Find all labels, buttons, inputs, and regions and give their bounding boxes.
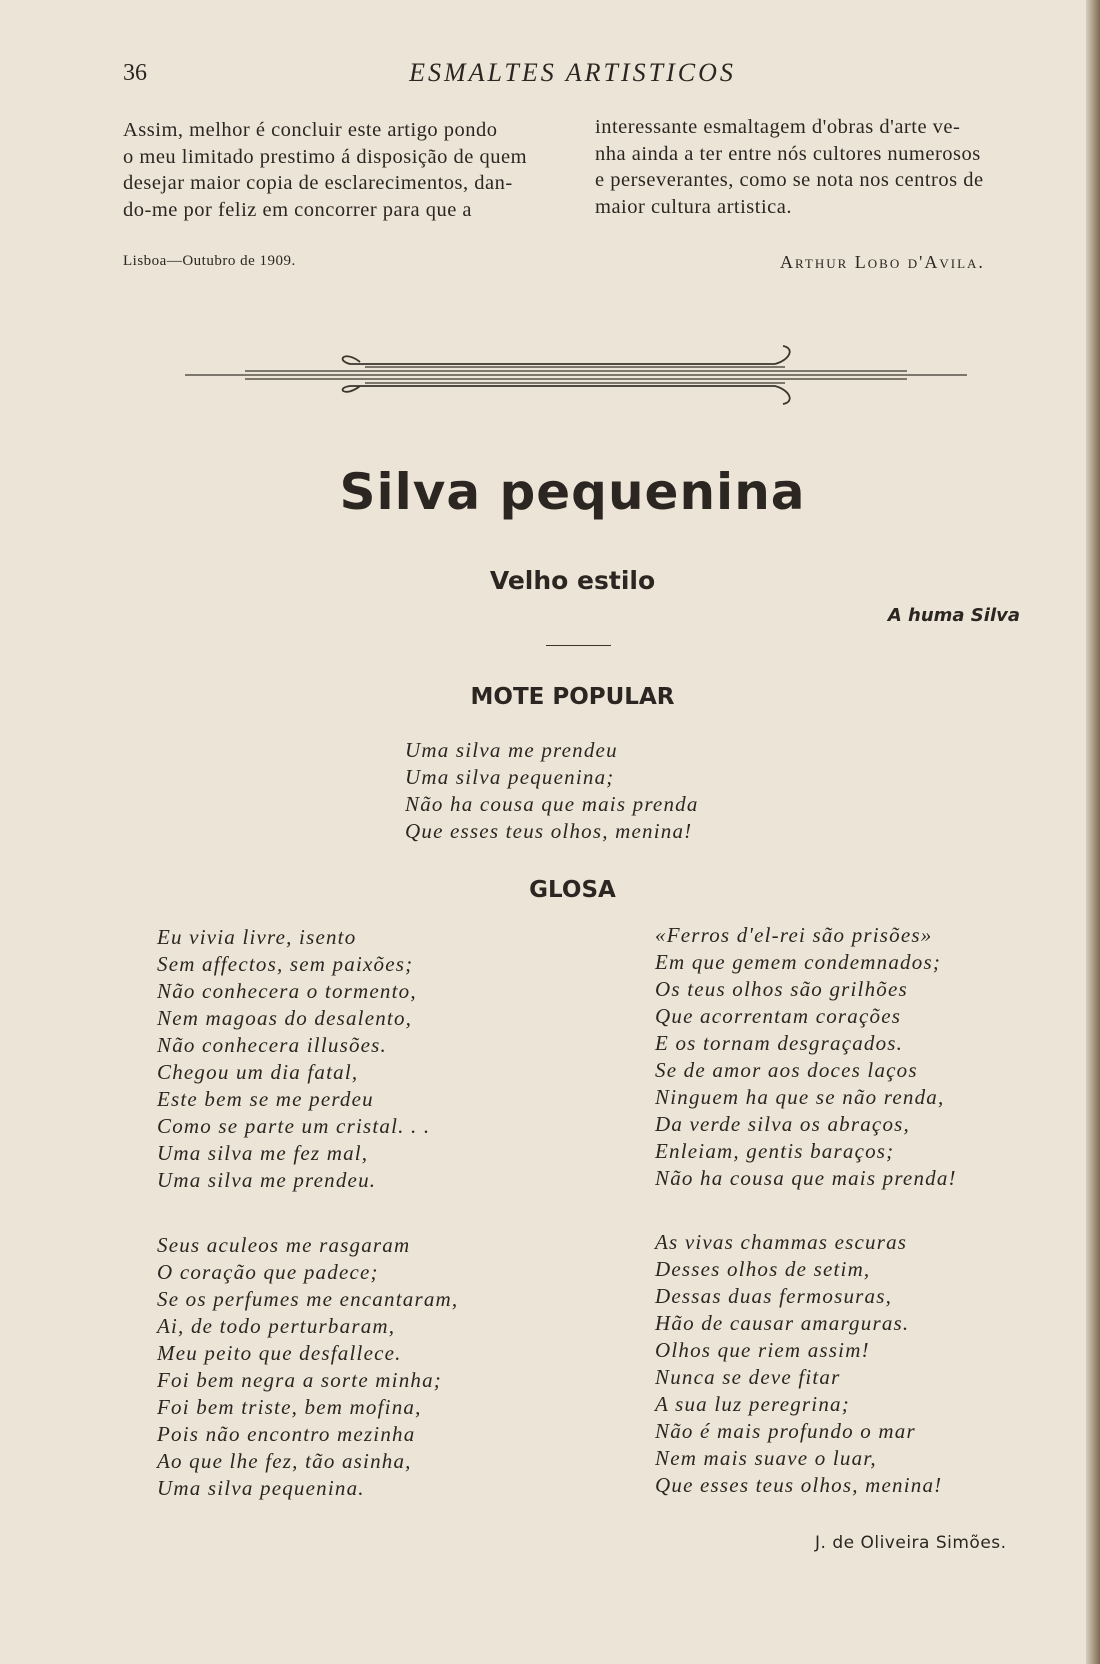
text-line: nha ainda a ter entre nós cultores numerosos bbox=[595, 142, 981, 165]
verse-line: Sem affectos, sem paixões; bbox=[157, 952, 414, 976]
verse-line: Se de amor aos doces laços bbox=[655, 1058, 918, 1082]
verse-line: Que esses teus olhos, menina! bbox=[655, 1473, 943, 1497]
verse-line: Dessas duas fermosuras, bbox=[655, 1284, 893, 1308]
verse-line: Da verde silva os abraços, bbox=[655, 1112, 910, 1136]
verse-line: Nem magoas do desalento, bbox=[157, 1006, 413, 1030]
verse-line: Que acorrentam corações bbox=[655, 1004, 902, 1028]
verse-line: Não conhecera illusões. bbox=[157, 1033, 387, 1057]
glosa-stanza-1 bbox=[157, 924, 430, 1194]
glosa-stanza-3 bbox=[157, 1232, 458, 1502]
verse-line: Ai, de todo perturbaram, bbox=[157, 1314, 396, 1338]
text-line: Assim, melhor é concluir este artigo pondo bbox=[123, 119, 498, 141]
verse-line: Os teus olhos são grilhões bbox=[655, 977, 908, 1001]
text-line: desejar maior copia de esclarecimentos, dan- bbox=[123, 172, 513, 194]
verse-line: Que esses teus olhos, menina! bbox=[405, 819, 693, 843]
poem-title: Silva pequenina bbox=[339, 463, 806, 521]
verse-line: Uma silva me fez mal, bbox=[157, 1141, 369, 1165]
verse-line: Não é mais profundo o mar bbox=[655, 1419, 916, 1443]
verse-line: Como se parte um cristal. . . bbox=[157, 1114, 431, 1138]
glosa-heading: GLOSA bbox=[529, 877, 616, 903]
poem-signature: J. de Oliveira Simões. bbox=[815, 1533, 1007, 1553]
verse-line: Uma silva pequenina; bbox=[405, 765, 615, 789]
text-line: maior cultura artistica. bbox=[595, 195, 792, 218]
verse-line: Meu peito que desfallece. bbox=[157, 1341, 402, 1365]
page-edge-shadow bbox=[1086, 0, 1100, 1664]
verse-line: Se os perfumes me encantaram, bbox=[157, 1287, 459, 1311]
text-line: do-me por feliz em concorrer para que a bbox=[123, 198, 473, 221]
article-end-left-column bbox=[123, 117, 553, 223]
article-author: Arthur Lobo d'Avila. bbox=[780, 252, 985, 272]
verse-line: Este bem se me perdeu bbox=[157, 1087, 374, 1111]
verse-line: O coração que padece; bbox=[157, 1260, 379, 1284]
text-line: o meu limitado prestimo á disposição de quem bbox=[123, 145, 528, 168]
article-end-right-column bbox=[595, 114, 1055, 220]
verse-line: Chegou um dia fatal, bbox=[157, 1060, 359, 1084]
verse-line: Ao que lhe fez, tão asinha, bbox=[157, 1449, 412, 1473]
page-number: 36 bbox=[123, 60, 147, 86]
verse-line: Enleiam, gentis baraços; bbox=[655, 1139, 895, 1163]
verse-line: As vivas chammas escuras bbox=[655, 1230, 908, 1254]
verse-line: Em que gemem condemnados; bbox=[655, 950, 942, 974]
poem-dedication: A huma Silva bbox=[887, 605, 1020, 626]
verse-line: Pois não encontro mezinha bbox=[157, 1422, 416, 1446]
verse-line: Não conhecera o tormento, bbox=[157, 979, 417, 1003]
verse-line: Uma silva pequenina. bbox=[157, 1476, 365, 1500]
poem-subtitle: Velho estilo bbox=[489, 566, 656, 595]
verse-line: «Ferros d'el-rei são prisões» bbox=[655, 923, 933, 947]
ornamental-divider bbox=[185, 340, 967, 410]
mote-heading: MOTE POPULAR bbox=[470, 684, 675, 710]
short-rule bbox=[546, 645, 611, 646]
verse-line: Ninguem ha que se não renda, bbox=[655, 1085, 945, 1109]
verse-line: Seus aculeos me rasgaram bbox=[157, 1233, 411, 1257]
verse-line: E os tornam desgraçados. bbox=[655, 1031, 904, 1055]
glosa-stanza-4 bbox=[655, 1229, 942, 1499]
verse-line: Eu vivia livre, isento bbox=[157, 925, 357, 949]
verse-line: A sua luz peregrina; bbox=[655, 1392, 850, 1416]
verse-line: Foi bem triste, bem mofina, bbox=[157, 1395, 422, 1419]
verse-line: Hão de causar amarguras. bbox=[655, 1311, 910, 1335]
journal-title: ESMALTES ARTISTICOS bbox=[409, 58, 736, 87]
verse-line: Nunca se deve fitar bbox=[655, 1365, 841, 1389]
glosa-stanza-2 bbox=[655, 922, 957, 1192]
verse-line: Uma silva me prendeu. bbox=[157, 1168, 377, 1192]
verse-line: Desses olhos de setim, bbox=[655, 1257, 871, 1281]
verse-line: Uma silva me prendeu bbox=[405, 738, 618, 762]
verse-line: Nem mais suave o luar, bbox=[655, 1446, 877, 1470]
mote-stanza bbox=[405, 737, 699, 845]
text-line: interessante esmaltagem d'obras d'arte ve- bbox=[595, 116, 961, 138]
verse-line: Não ha cousa que mais prenda! bbox=[655, 1166, 957, 1190]
text-line: e perseverantes, como se nota nos centros de bbox=[595, 169, 984, 191]
place-date: Lisboa—Outubro de 1909. bbox=[123, 253, 296, 269]
verse-line: Foi bem negra a sorte minha; bbox=[157, 1368, 442, 1392]
verse-line: Não ha cousa que mais prenda bbox=[405, 792, 699, 816]
verse-line: Olhos que riem assim! bbox=[655, 1338, 870, 1362]
